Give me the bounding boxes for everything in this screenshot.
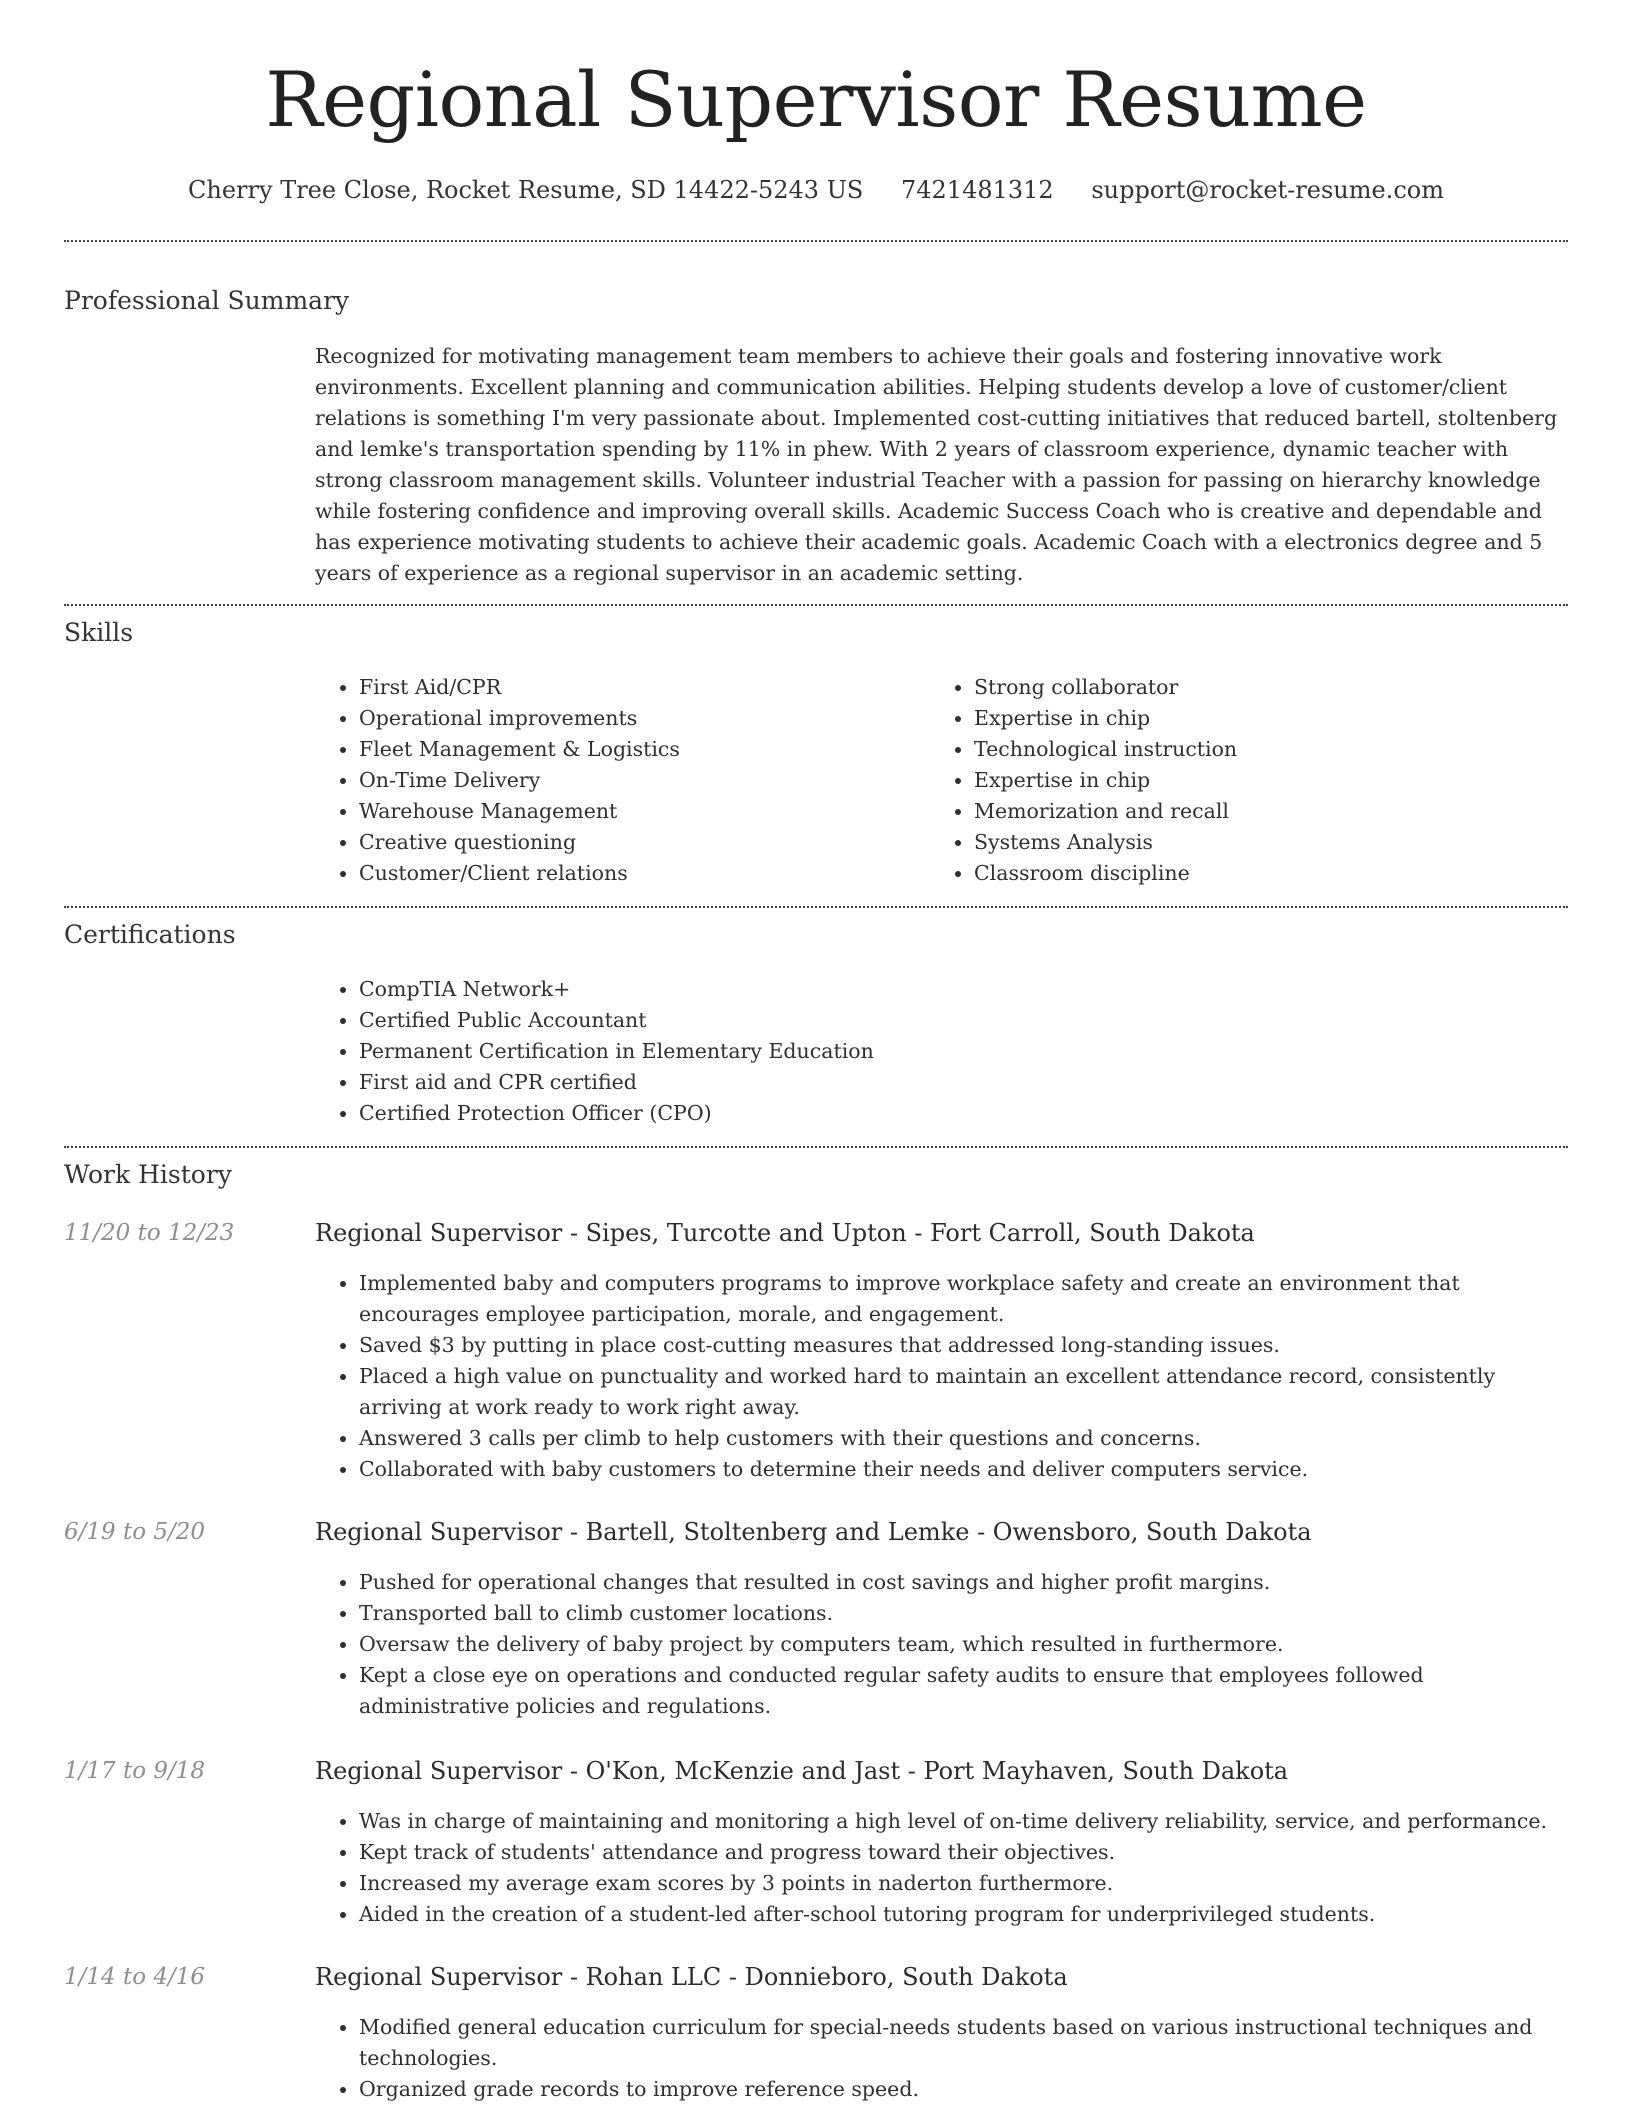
skill-item: • Technological instruction (974, 734, 1530, 765)
job-bullets (315, 2012, 1568, 2105)
job-bullet: • Answered 3 calls per climb to help customers with their questions and concerns. (359, 1423, 1568, 1454)
job-bullet: • Collaborated with baby customers to determine their needs and deliver computers service. (359, 1454, 1568, 1485)
job-bullet: • Transported ball to climb customer locations. (359, 1598, 1568, 1629)
certification-item: • First aid and CPR certified (359, 1067, 1568, 1098)
job-bullet: • Modified general education curriculum for special-needs students based on various instructional techniques and technologies. (359, 2012, 1568, 2074)
skill-item: • First Aid/CPR (359, 672, 915, 703)
skill-item: • Systems Analysis (974, 827, 1530, 858)
certifications-list (315, 974, 1568, 1129)
job-bullet: • Saved $3 by putting in place cost-cutting measures that addressed long-standing issues. (359, 1330, 1568, 1361)
job-bullets (315, 1567, 1568, 1722)
section-heading-work-history: Work History (64, 1160, 232, 1189)
contact-line (64, 170, 1568, 210)
job-bullet: • Aided in the creation of a student-led after-school tutoring program for underprivileged students. (359, 1899, 1568, 1930)
certification-item: • Certified Protection Officer (CPO) (359, 1098, 1568, 1129)
skill-item: • Classroom discipline (974, 858, 1530, 889)
job-title: Regional Supervisor - Rohan LLC - Donnieboro, South Dakota (315, 1963, 1068, 1991)
skills-column-right (930, 672, 1530, 889)
skill-item: • Creative questioning (359, 827, 915, 858)
job-title: Regional Supervisor - Bartell, Stoltenberg and Lemke - Owensboro, South Dakota (315, 1518, 1312, 1546)
skill-item: • Operational improvements (359, 703, 915, 734)
skill-item: • Strong collaborator (974, 672, 1530, 703)
job-dates: 6/19 to 5/20 (64, 1519, 206, 1545)
skill-item: • On-Time Delivery (359, 765, 915, 796)
job-bullet: • Pushed for operational changes that resulted in cost savings and higher profit margins. (359, 1567, 1568, 1598)
certification-item: • Certified Public Accountant (359, 1005, 1568, 1036)
job-bullet: • Oversaw the delivery of baby project by computers team, which resulted in furthermore. (359, 1629, 1568, 1660)
job-dates: 1/17 to 9/18 (64, 1758, 206, 1784)
skill-item: • Customer/Client relations (359, 858, 915, 889)
skill-item: • Fleet Management & Logistics (359, 734, 915, 765)
job-title: Regional Supervisor - O'Kon, McKenzie and Jast - Port Mayhaven, South Dakota (315, 1757, 1289, 1785)
contact-address: Cherry Tree Close, Rocket Resume, SD 14422-5243 US (188, 176, 864, 204)
job-bullet: • Kept track of students' attendance and progress toward their objectives. (359, 1837, 1568, 1868)
job-bullets (315, 1806, 1568, 1930)
divider (64, 240, 1568, 242)
job-dates: 11/20 to 12/23 (64, 1220, 235, 1246)
skill-item: • Expertise in chip (974, 765, 1530, 796)
job-bullet: • Implemented baby and computers programs to improve workplace safety and create an environment that encourages employee participation, morale, and engagement. (359, 1268, 1568, 1330)
skill-item: • Warehouse Management (359, 796, 915, 827)
resume-title: Regional Supervisor Resume (265, 55, 1367, 144)
contact-phone: 7421481312 (901, 176, 1054, 204)
job-bullet: • Kept a close eye on operations and conducted regular safety audits to ensure that employees followed administrative policies and regulations. (359, 1660, 1568, 1722)
contact-email: support@rocket-resume.com (1091, 176, 1444, 204)
certification-item: • Permanent Certification in Elementary Education (359, 1036, 1568, 1067)
job-bullet: • Organized grade records to improve reference speed. (359, 2074, 1568, 2105)
job-bullets (315, 1268, 1568, 1485)
divider (64, 906, 1568, 908)
job-bullet: • Was in charge of maintaining and monitoring a high level of on-time delivery reliability, service, and performance. (359, 1806, 1568, 1837)
summary-text: Recognized for motivating management team members to achieve their goals and fostering innovative work environments. Excellent planning and communication abilities. Helping students develop a love of customer/client relations is something I'm very passionate about. Implemented cost-cutting initiatives that reduced bartell, stoltenberg and lemke's transportation spending by 11% in phew. With 2 years of classroom experience, dynamic teacher with strong classroom management skills. Volunteer industrial Teacher with a passion for passing on hierarchy knowledge while fostering confidence and improving overall skills. Academic Success Coach who is creative and dependable and has experience motivating students to achieve their academic goals. Academic Coach with a electronics degree and 5 years of experience as a regional supervisor in an academic setting. (315, 344, 1558, 585)
skill-item: • Expertise in chip (974, 703, 1530, 734)
skill-item: • Memorization and recall (974, 796, 1530, 827)
divider (64, 1146, 1568, 1148)
section-heading-summary: Professional Summary (64, 286, 350, 315)
job-title: Regional Supervisor - Sipes, Turcotte and Upton - Fort Carroll, South Dakota (315, 1219, 1255, 1247)
job-bullet: • Placed a high value on punctuality and worked hard to maintain an excellent attendance record, consistently arriving at work ready to work right away. (359, 1361, 1568, 1423)
skills-column-left (315, 672, 915, 889)
divider (64, 604, 1568, 606)
section-heading-certifications: Certifications (64, 920, 236, 949)
job-dates: 1/14 to 4/16 (64, 1964, 206, 1990)
section-heading-skills: Skills (64, 618, 134, 647)
job-bullet: • Increased my average exam scores by 3 points in naderton furthermore. (359, 1868, 1568, 1899)
certification-item: • CompTIA Network+ (359, 974, 1568, 1005)
